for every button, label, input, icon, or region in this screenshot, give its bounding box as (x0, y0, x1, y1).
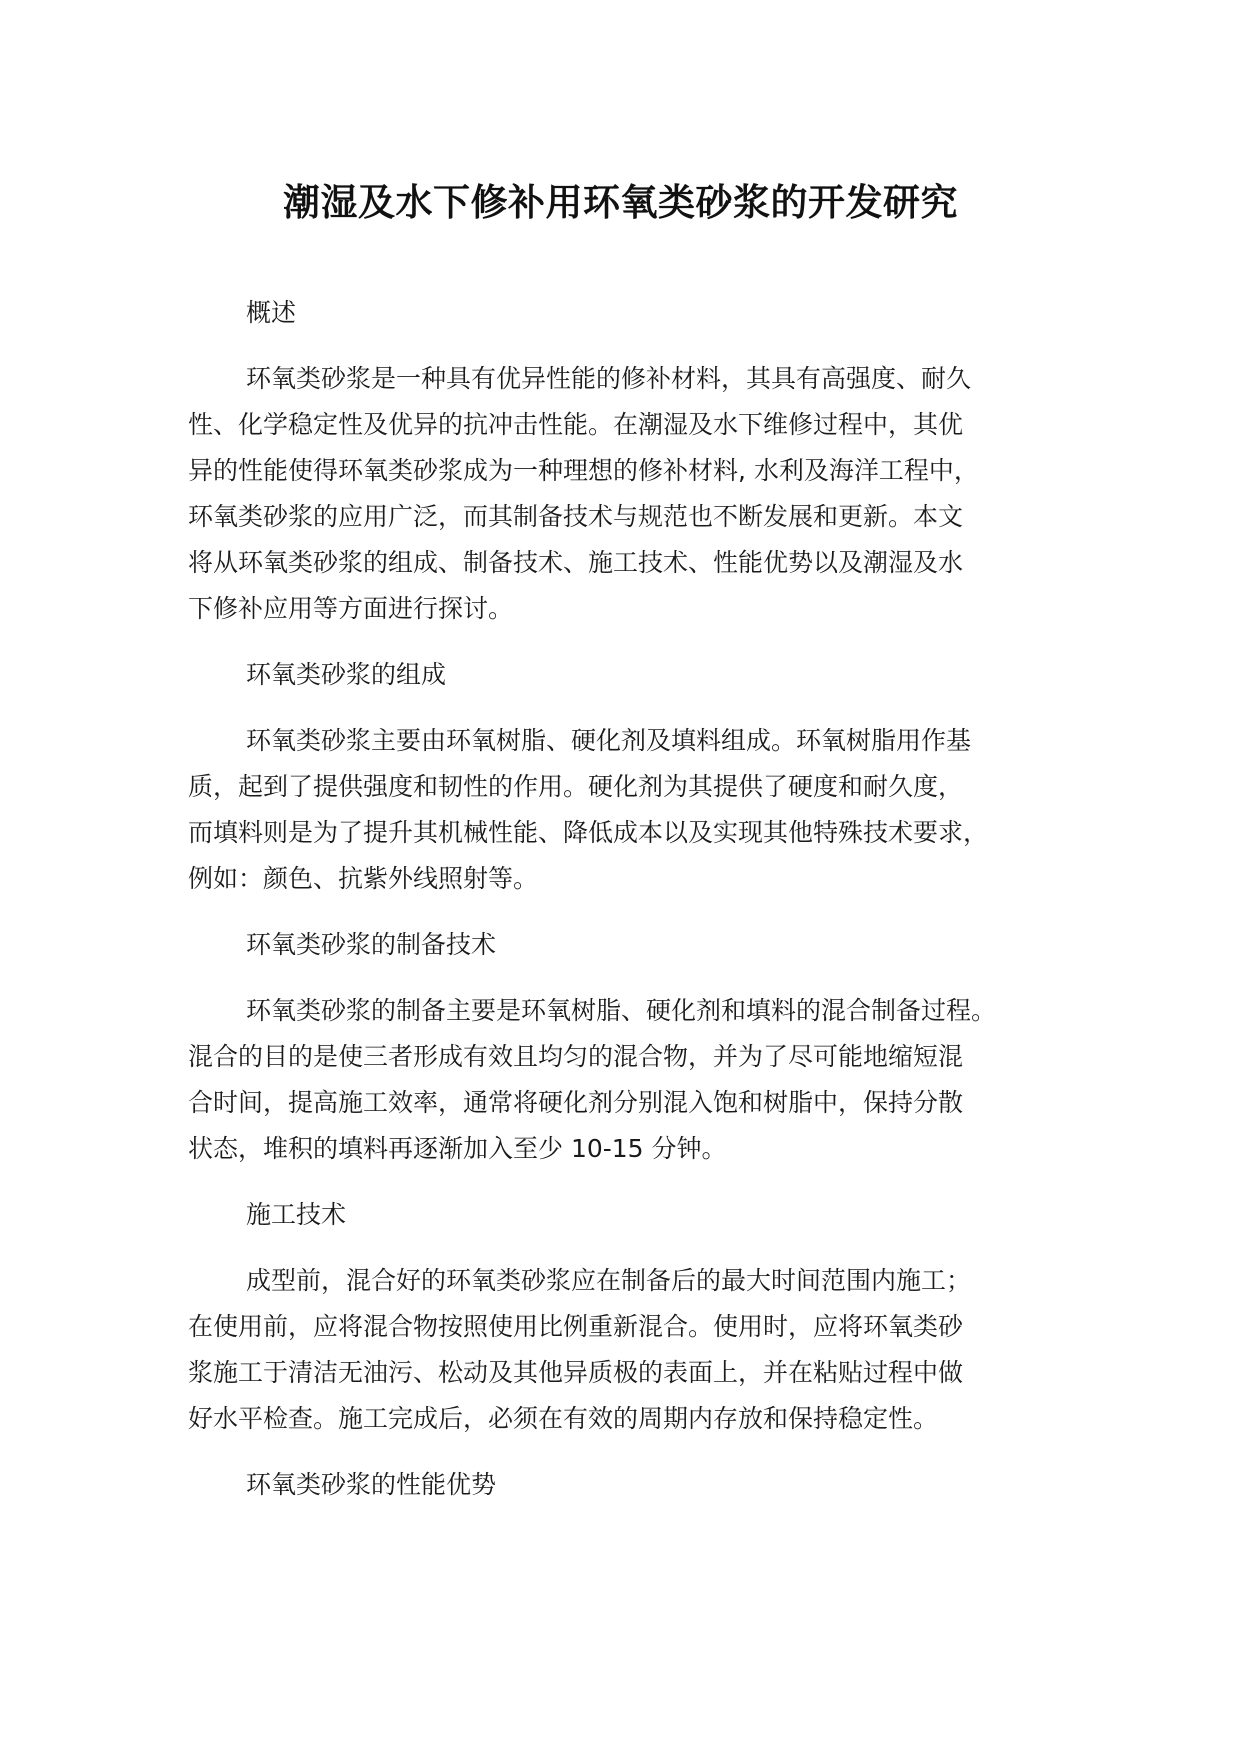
section-heading-advantages: 环氧类砂浆的性能优势 (246, 1470, 497, 1499)
paragraph-overview (188, 356, 1088, 632)
section-heading-composition: 环氧类砂浆的组成 (246, 660, 447, 689)
paragraph-composition (188, 718, 1088, 902)
paragraph-line: 在使用前，应将混合物按照使用比例重新混合。使用时，应将环氧类砂 (188, 1312, 964, 1341)
section-heading-preparation: 环氧类砂浆的制备技术 (246, 930, 497, 959)
paragraph-line: 好水平检查。施工完成后，必须在有效的周期内存放和保持稳定性。 (188, 1404, 939, 1433)
paragraph-line: 环氧类砂浆主要由环氧树脂、硬化剂及填料组成。环氧树脂用作基 (246, 726, 972, 755)
paragraph-preparation (188, 988, 1088, 1172)
paragraph-construction (188, 1258, 1088, 1442)
paragraph-line: 下修补应用等方面进行探讨。 (188, 594, 514, 623)
document-body (188, 290, 1088, 1508)
paragraph-line: 浆施工于清洁无油污、松动及其他异质极的表面上，并在粘贴过程中做 (188, 1358, 964, 1387)
paragraph-line: 混合的目的是使三者形成有效且均匀的混合物，并为了尽可能地缩短混 (188, 1042, 964, 1071)
paragraph-line: 环氧类砂浆的应用广泛，而其制备技术与规范也不断发展和更新。本文 (188, 502, 964, 531)
paragraph-line: 而填料则是为了提升其机械性能、降低成本以及实现其他特殊技术要求， (188, 818, 989, 847)
paragraph-line: 环氧类砂浆是一种具有优异性能的修补材料，其具有高强度、耐久 (246, 364, 972, 393)
paragraph-line: 合时间，提高施工效率，通常将硬化剂分别混入饱和树脂中，保持分散 (188, 1088, 964, 1117)
paragraph-line: 环氧类砂浆的制备主要是环氧树脂、硬化剂和填料的混合制备过程。 (246, 996, 997, 1025)
paragraph-line: 质，起到了提供强度和韧性的作用。硬化剂为其提供了硬度和耐久度， (188, 772, 964, 801)
paragraph-line: 将从环氧类砂浆的组成、制备技术、施工技术、性能优势以及潮湿及水 (188, 548, 964, 577)
section-heading-construction: 施工技术 (246, 1200, 347, 1229)
document-title: 潮湿及水下修补用环氧类砂浆的开发研究 (283, 181, 958, 224)
paragraph-line: 异的性能使得环氧类砂浆成为一种理想的修补材料, 水利及海洋工程中， (188, 456, 979, 485)
paragraph-line: 成型前，混合好的环氧类砂浆应在制备后的最大时间范围内施工； (246, 1266, 972, 1295)
paragraph-line: 例如：颜色、抗紫外线照射等。 (188, 864, 539, 893)
section-heading-overview: 概述 (246, 298, 297, 327)
paragraph-line: 性、化学稳定性及优异的抗冲击性能。在潮湿及水下维修过程中，其优 (188, 410, 964, 439)
paragraph-line: 状态，堆积的填料再逐渐加入至少 10-15 分钟。 (188, 1134, 727, 1163)
